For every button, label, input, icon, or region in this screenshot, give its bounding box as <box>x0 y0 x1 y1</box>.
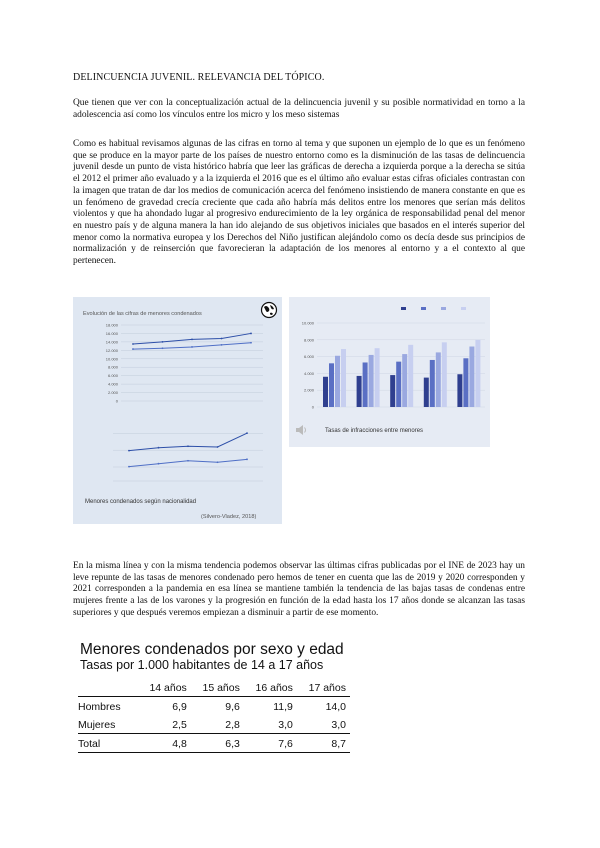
bar <box>475 340 480 407</box>
data-point <box>246 458 248 460</box>
y-tick-label: 4.000 <box>303 370 314 376</box>
bar <box>457 374 462 407</box>
data-point <box>162 347 164 349</box>
table-cell: 9,6 <box>225 701 240 713</box>
table-cell: 14,0 <box>325 701 346 713</box>
table-cell: 3,0 <box>331 719 346 731</box>
data-point <box>158 463 160 465</box>
bar <box>335 356 340 407</box>
y-tick-label: 2.000 <box>107 390 118 396</box>
paragraph-intro: Que tienen que ver con la conceptualización actual de la delincuencia juvenil y su posible normatividad en torno a la adolescencia así como los vínculos entre los micro y los meso sistemas <box>73 98 525 120</box>
bar-chart <box>289 297 490 421</box>
rates-table <box>78 679 350 753</box>
table-header-row <box>78 679 350 697</box>
top-chart-title: Evolución de las cifras de menores condenados <box>83 311 202 317</box>
data-point <box>132 348 134 350</box>
globe-icon <box>260 301 278 319</box>
y-tick-label: 10.000 <box>105 356 118 362</box>
data-point <box>221 338 223 340</box>
table-row <box>78 697 350 716</box>
data-point <box>221 344 223 346</box>
legend-swatch <box>461 307 466 310</box>
table-cell: 8,7 <box>297 734 350 753</box>
bar <box>323 377 328 407</box>
table-title: Menores condenados por sexo y edad <box>80 641 344 658</box>
table-subtitle: Tasas por 1.000 habitantes de 14 a 17 años <box>80 658 324 672</box>
bar <box>430 360 435 407</box>
data-point <box>191 346 193 348</box>
legend-swatch <box>421 307 426 310</box>
series-line <box>133 343 251 349</box>
data-point <box>187 460 189 462</box>
data-point <box>217 446 219 448</box>
column-header: 14 años <box>138 679 191 697</box>
column-header: 15 años <box>191 679 244 697</box>
speaker-icon[interactable] <box>294 423 308 437</box>
column-header: 16 años <box>244 679 297 697</box>
table-cell: 2,5 <box>172 719 187 731</box>
data-point <box>128 450 130 452</box>
legend-swatch <box>441 307 446 310</box>
y-tick-label: 16.000 <box>105 330 118 336</box>
y-tick-label: 0 <box>115 398 118 404</box>
bar <box>469 347 474 407</box>
row-label: Mujeres <box>78 719 116 731</box>
figure-right <box>289 297 490 447</box>
bar <box>408 345 413 407</box>
data-point <box>187 445 189 447</box>
bottom-line-chart <box>73 415 282 497</box>
y-tick-label: 4.000 <box>107 381 118 387</box>
legend-swatch <box>401 307 406 310</box>
y-tick-label: 2.000 <box>303 387 314 393</box>
data-point <box>217 461 219 463</box>
y-tick-label: 18.000 <box>105 322 118 328</box>
bar <box>375 348 380 407</box>
bar <box>442 342 447 407</box>
bar <box>463 358 468 407</box>
top-line-chart <box>73 319 282 411</box>
table-cell: 7,6 <box>244 734 297 753</box>
data-point <box>132 343 134 345</box>
table-cell: 3,0 <box>278 719 293 731</box>
bar <box>363 362 368 407</box>
table-cell: 2,8 <box>225 719 240 731</box>
paragraph-figures: Como es habitual revisamos algunas de las cifras en torno al tema y que suponen un ejemplo de lo que es un fenómeno que se produce en la mayor parte de los países de nuestro entorno como es la disminución de las tasas de delincuencia juvenil desde un punto de vista histórico habría que leer las gráficas de derecha a izquierda porque a la derecha se sitúa el 2012 el primer año evaluado y a la izquierda el 2016 que es el último año evaluar estas cifras oficiales contrastan con la imagen que tratan de dar los medios de comunicación acerca del fenómeno insistiendo de manera constante en que es un fenómeno de gravedad crecía creciente que cada año habría más delitos entre los menores que serían más delitos violentos y que ha ahondado lugar al progresivo endurecimiento de la ley orgánica de responsabilidad penal del menor en nuestro país y de alguna manera la han ido alejando de sus objetivos iniciales que basados en el interés superior del menor como la normativa europea y los Derechos del Niño justifican alejándolo como os decía desde sus principios de normalización y de reinserción que favorecieran la adaptación de los menores al entorno y a el contexto al que pertenecen. <box>73 139 525 267</box>
data-point <box>158 447 160 449</box>
document-heading: DELINCUENCIA JUVENIL. RELEVANCIA DEL TÓPICO. <box>73 72 325 83</box>
bar <box>329 363 334 407</box>
bar <box>436 352 441 407</box>
bar <box>390 375 395 407</box>
table-corner <box>78 679 138 697</box>
figure-left <box>73 297 282 524</box>
bar <box>402 354 407 407</box>
table-row <box>78 715 350 734</box>
series-line <box>129 433 247 450</box>
data-point <box>250 333 252 335</box>
y-tick-label: 8.000 <box>303 337 314 343</box>
data-point <box>246 432 248 434</box>
bottom-chart-caption: Menores condenados según nacionalidad <box>85 499 197 505</box>
bar-chart-caption: Tasas de infracciones entre menores <box>325 428 424 434</box>
table-cell: 4,8 <box>138 734 191 753</box>
y-tick-label: 6.000 <box>303 354 314 360</box>
data-point <box>162 341 164 343</box>
y-tick-label: 6.000 <box>107 373 118 379</box>
bar <box>357 376 362 407</box>
y-tick-label: 14.000 <box>105 339 118 345</box>
paragraph-ine: En la misma línea y con la misma tendencia podemos observar las últimas cifras publicadas por el INE de 2023 hay un leve repunte de las tasas de menores condenado pero hemos de tener en cuenta que las de 2019 y 2020 corresponden y 2021 corresponden a la pandemia en esa línea se mantiene también la tendencia de las bajas tasas de condenas entre mujeres frente a las de los varones y la progresión en función de la edad hasta los 17 años donde se alcanzan las tasas superiores y que después veremos empiezan a disminuir a partir de ese momento. <box>73 561 525 618</box>
y-tick-label: 0 <box>311 404 314 410</box>
y-tick-label: 8.000 <box>107 364 118 370</box>
row-label: Hombres <box>78 701 121 713</box>
bar <box>396 362 401 407</box>
data-point <box>128 466 130 468</box>
y-tick-label: 10.000 <box>301 320 314 326</box>
data-point <box>191 338 193 340</box>
column-header: 17 años <box>297 679 350 697</box>
table-cell: 6,3 <box>191 734 244 753</box>
figure-source: (Silvero-Vladez, 2018) <box>201 514 257 520</box>
y-tick-label: 12.000 <box>105 347 118 353</box>
bar <box>369 355 374 407</box>
bar <box>424 378 429 407</box>
data-point <box>250 342 252 344</box>
bar <box>341 349 346 407</box>
table-row-total <box>78 734 350 753</box>
table-cell: 11,9 <box>273 701 293 713</box>
table-cell: 6,9 <box>172 701 187 713</box>
row-label: Total <box>78 734 138 753</box>
